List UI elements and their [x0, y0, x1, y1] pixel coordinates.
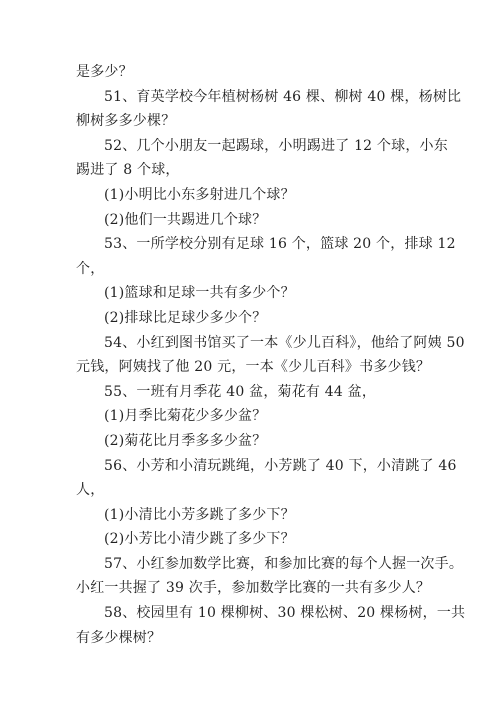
text-line: (2)他们一共踢进几个球？ — [104, 211, 267, 228]
text-line: 54、小红到图书馆买了一本《少儿百科》，他给了阿姨 50 — [104, 334, 465, 351]
text-line: 柳树多多少棵？ — [76, 113, 176, 130]
text-line: (2)菊花比月季多多少盆？ — [104, 432, 267, 449]
text-line: (1)月季比菊花少多少盆？ — [104, 408, 267, 425]
text-line: 元钱，阿姨找了他 20 元，一本《少儿百科》书多少钱？ — [76, 359, 431, 376]
text-line: 人， — [76, 482, 105, 499]
text-line: (1)小清比小芳多跳了多少下？ — [104, 506, 295, 523]
text-line: 踢进了 8 个球， — [76, 162, 180, 179]
text-line: 58、校园里有 10 棵柳树、30 棵松树、20 棵杨树，一共 — [104, 605, 466, 622]
text-line: 56、小芳和小清玩跳绳，小芳跳了 40 下，小清跳了 46 — [104, 457, 457, 474]
text-line: 51、育英学校今年植树杨树 46 棵、柳树 40 棵，杨树比 — [104, 88, 462, 105]
text-line: (2)小芳比小清少跳了多少下？ — [104, 531, 295, 548]
text-line: 有多少棵树？ — [76, 629, 162, 646]
text-line: (2)排球比足球少多少个？ — [104, 309, 267, 326]
text-line: (1)小明比小东多射进几个球？ — [104, 186, 295, 203]
text-line: 个， — [76, 260, 105, 277]
text-line: (1)篮球和足球一共有多少个？ — [104, 285, 295, 302]
text-line: 52、几个小朋友一起踢球，小明踢进了 12 个球，小东 — [104, 137, 448, 154]
text-line: 57、小红参加数学比赛，和参加比赛的每个人握一次手。 — [104, 555, 464, 572]
text-line: 是多少？ — [76, 64, 133, 80]
text-line: 53、一所学校分别有足球 16 个，篮球 20 个，排球 12 — [104, 236, 456, 253]
document-body — [76, 60, 466, 650]
text-line: 55、一班有月季花 40 盆，菊花有 44 盆， — [104, 383, 377, 400]
text-line: 小红一共握了 39 次手，参加数学比赛的一共有多少人？ — [76, 580, 431, 597]
